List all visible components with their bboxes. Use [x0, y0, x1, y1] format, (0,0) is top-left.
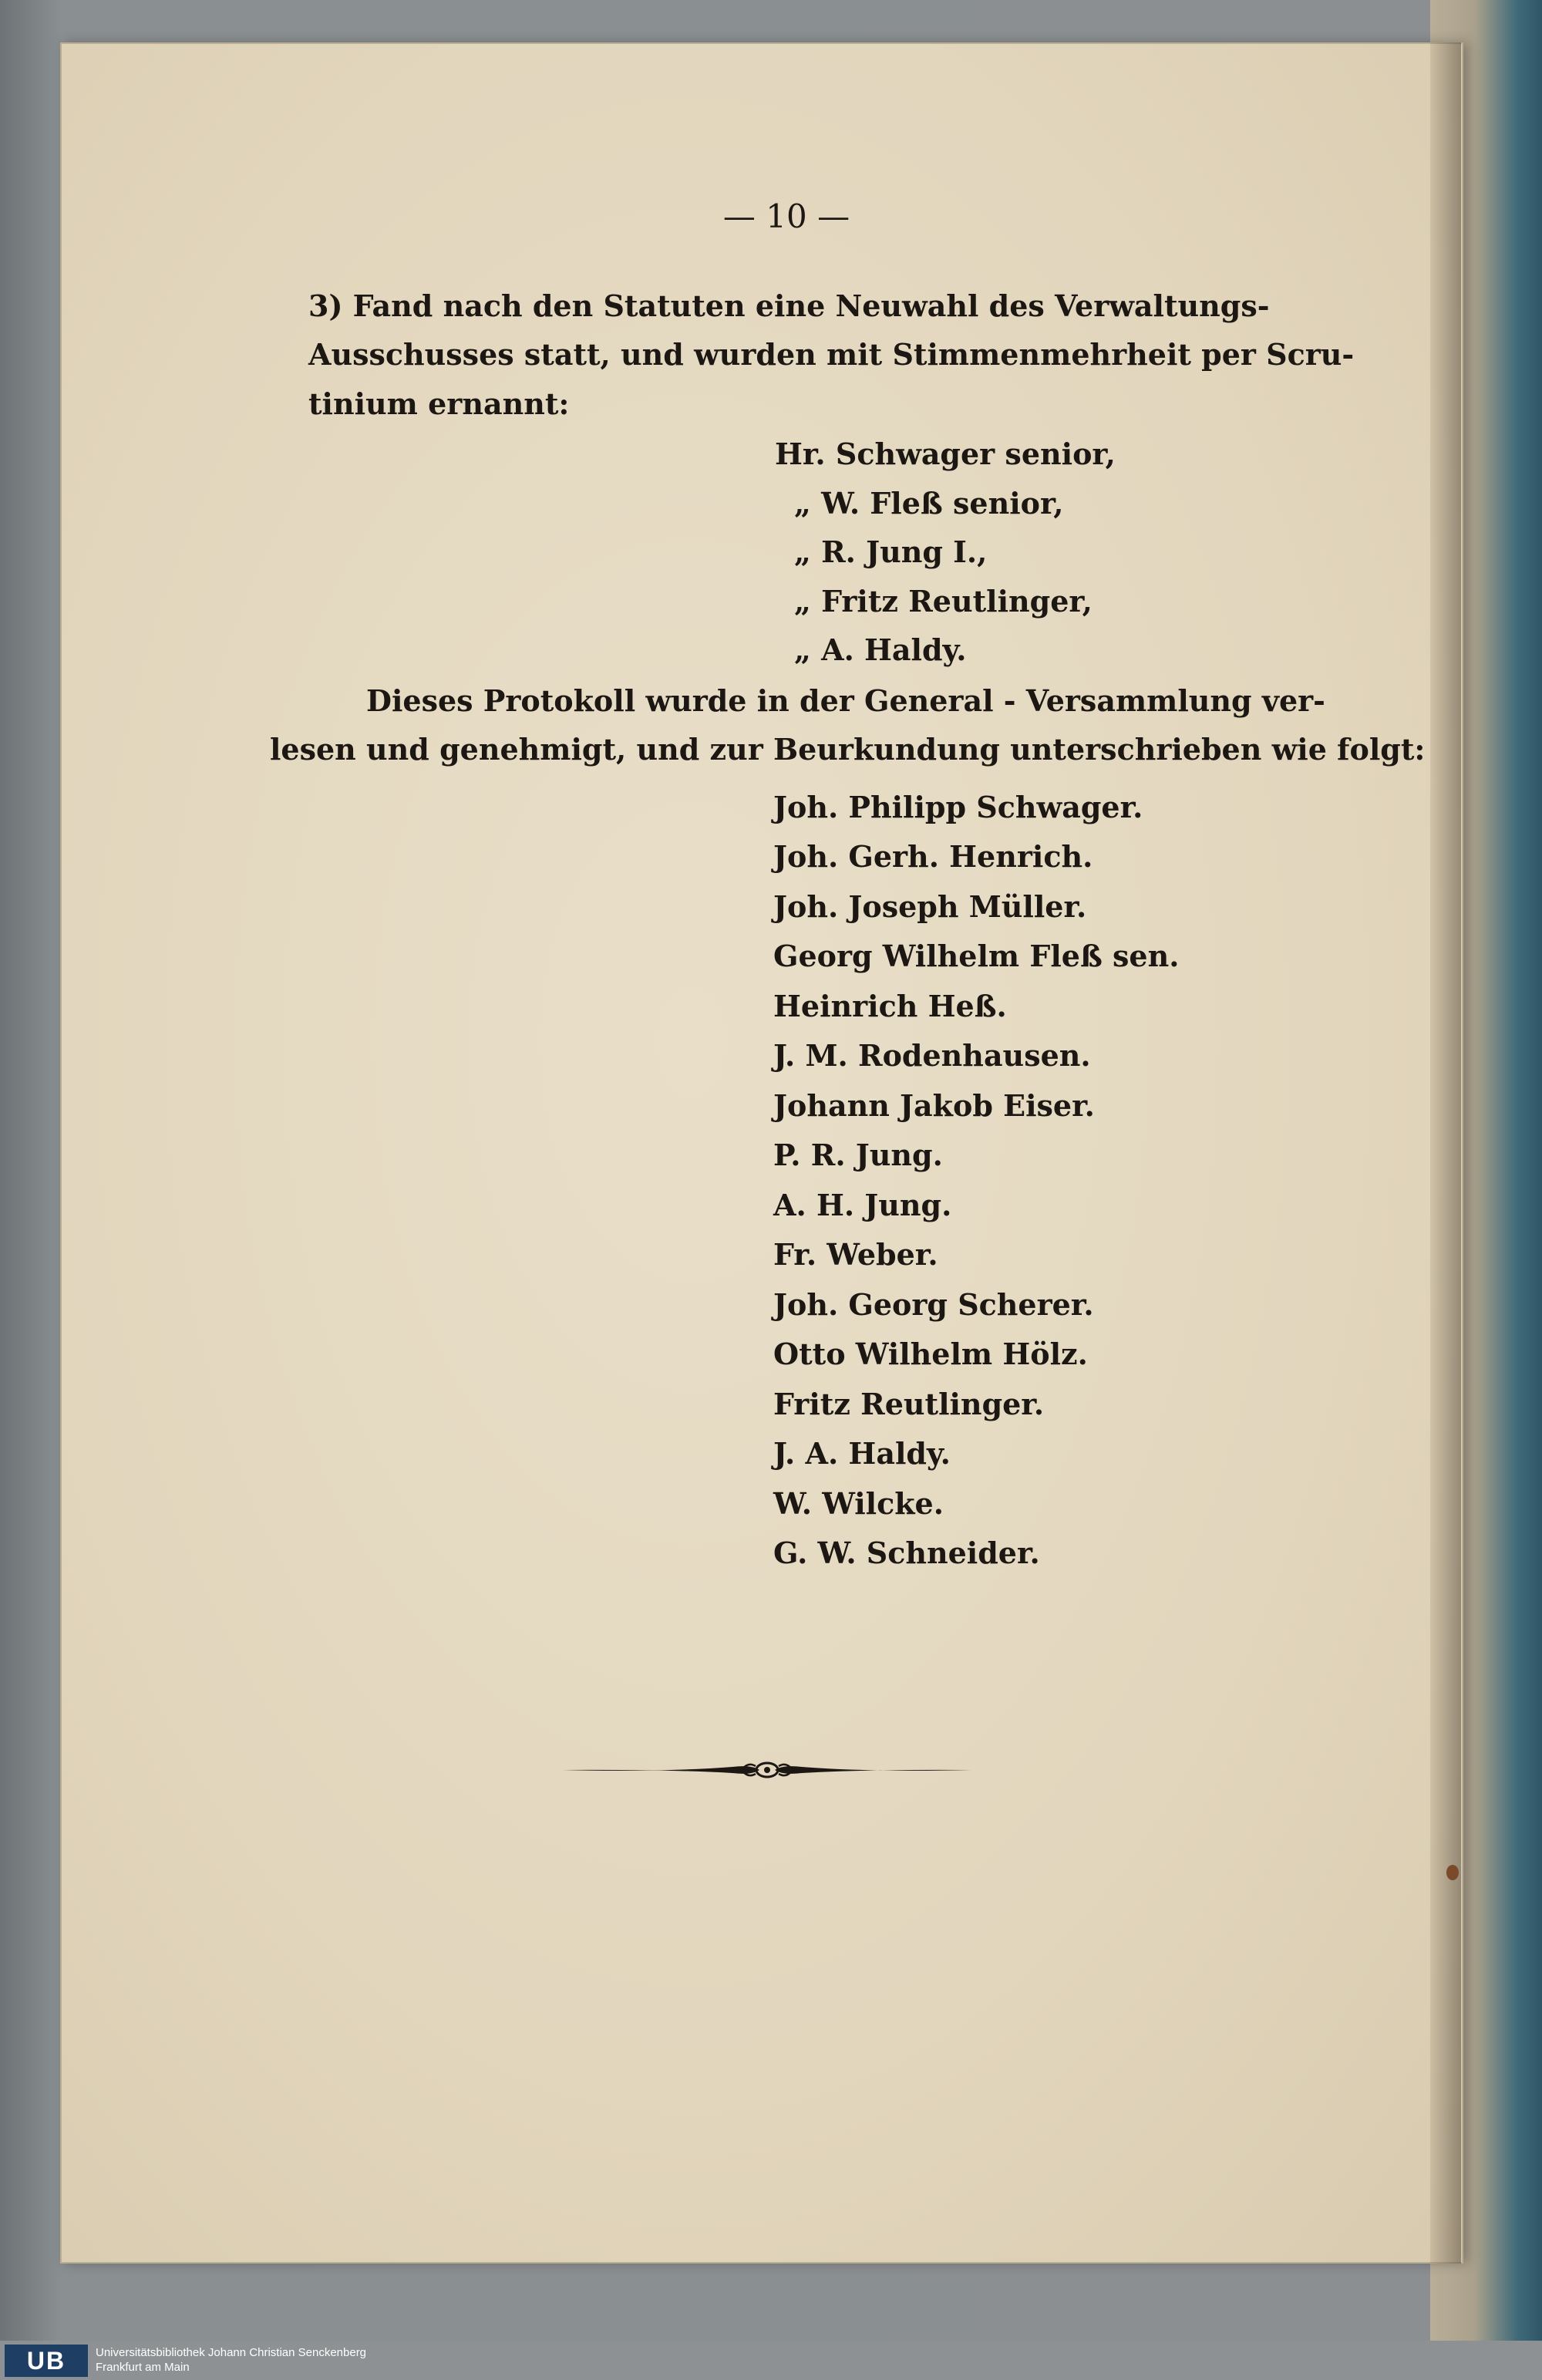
ub-logo: UB	[5, 2345, 88, 2377]
signatory: A. H. Jung.	[773, 1188, 952, 1222]
signatory: Georg Wilhelm Fleß sen.	[773, 939, 1180, 973]
paragraph-2-line-2: lesen und genehmigt, und zur Beurkundung unterschrieben wie folgt:	[270, 732, 1426, 767]
footer-library-name: Universitätsbibliothek Johann Christian Senckenberg	[96, 2346, 367, 2359]
signatory: Fr. Weber.	[773, 1237, 938, 1272]
elected-member: „ W. Fleß senior,	[794, 486, 1064, 521]
paragraph-1-line-3: tinium ernannt:	[308, 386, 570, 421]
signatory: Joh. Gerh. Henrich.	[773, 839, 1093, 874]
signatory: Johann Jakob Eiser.	[773, 1088, 1095, 1123]
book-page	[60, 42, 1463, 2264]
paragraph-2-line-1: Dieses Protokoll wurde in der General - Versammlung ver-	[366, 683, 1325, 718]
signatory: Heinrich Heß.	[773, 989, 1007, 1023]
page-number: — 10 —	[722, 197, 850, 235]
ornament-divider-icon	[563, 1757, 971, 1783]
elected-member: „ R. Jung I.,	[794, 534, 988, 569]
signatory: G. W. Schneider.	[773, 1536, 1040, 1570]
signatory: Joh. Philipp Schwager.	[773, 790, 1143, 824]
signatory: J. M. Rodenhausen.	[773, 1038, 1091, 1073]
signatory: P. R. Jung.	[773, 1138, 943, 1172]
page-gutter	[1430, 42, 1461, 2264]
signatory: J. A. Haldy.	[773, 1436, 951, 1471]
elected-member: Hr. Schwager senior,	[775, 437, 1116, 471]
paper-spot	[1446, 1865, 1459, 1880]
signatory: Joh. Georg Scherer.	[773, 1287, 1094, 1322]
paragraph-1-line-1: 3) Fand nach den Statuten eine Neuwahl des Verwaltungs-	[308, 288, 1270, 323]
signatory: Otto Wilhelm Hölz.	[773, 1337, 1088, 1371]
signatory: Fritz Reutlinger.	[773, 1387, 1045, 1421]
footer-location: Frankfurt am Main	[96, 2361, 190, 2374]
signatory: Joh. Joseph Müller.	[773, 889, 1087, 924]
signatory: W. Wilcke.	[773, 1486, 944, 1521]
elected-member: „ A. Haldy.	[794, 632, 967, 667]
elected-member: „ Fritz Reutlinger,	[794, 584, 1093, 619]
paragraph-1-line-2: Ausschusses statt, und wurden mit Stimmenmehrheit per Scru-	[308, 337, 1355, 372]
